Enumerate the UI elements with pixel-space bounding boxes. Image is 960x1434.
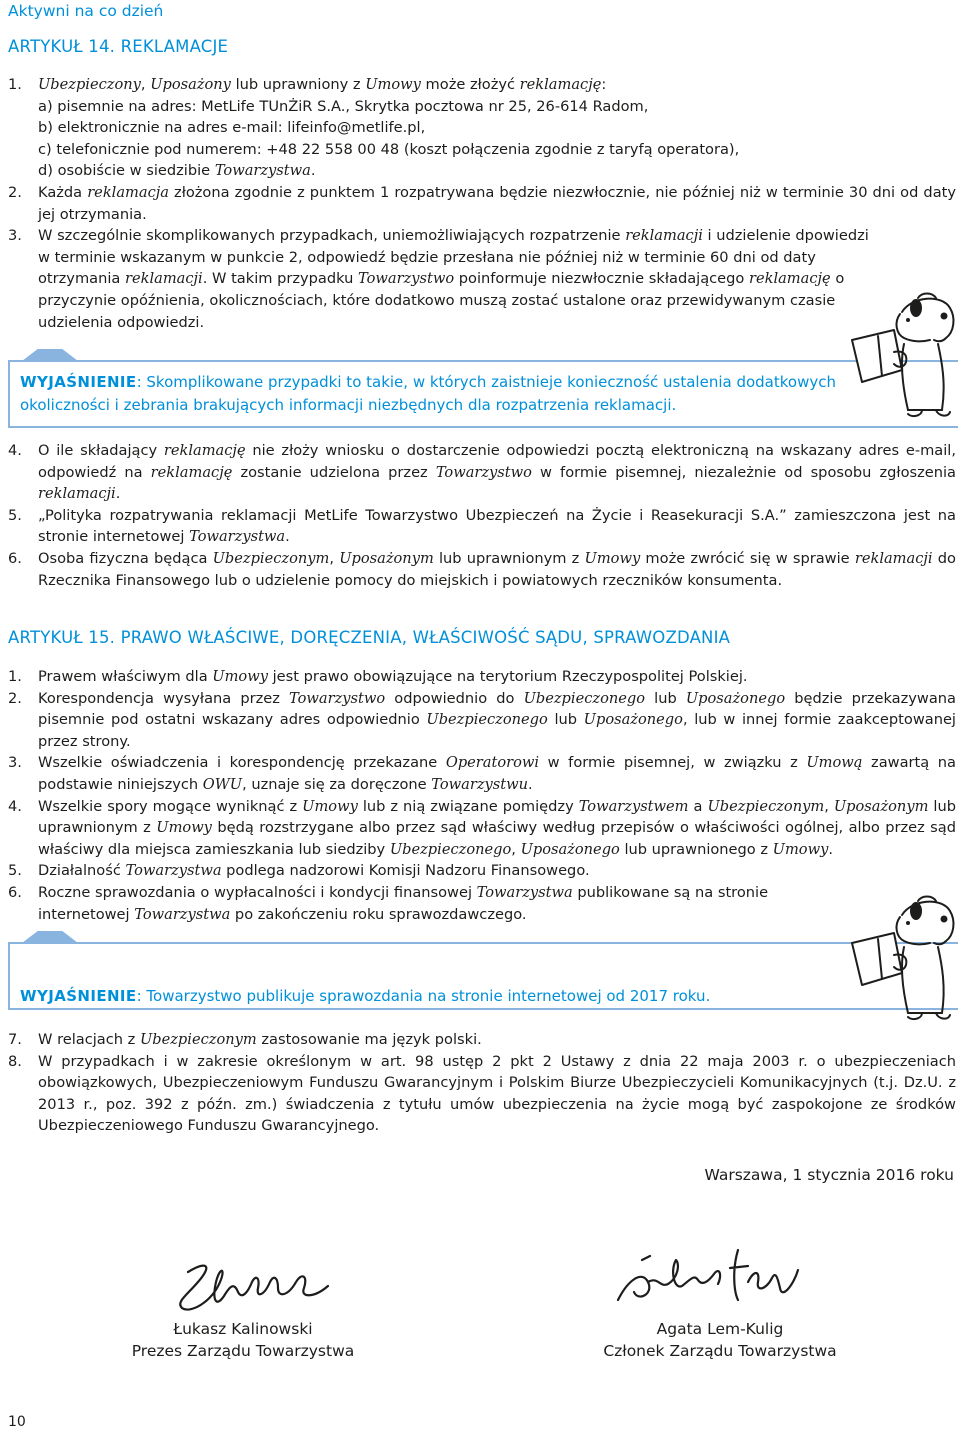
signature-lem-kulig (598, 1240, 818, 1320)
text-run: Roczne sprawozdania o wypłacalności i kondycji finansowej (38, 883, 477, 901)
defined-term: Umowy (156, 819, 212, 837)
list-item (8, 160, 956, 182)
text-run: poinformuje niezwłocznie składającego (454, 270, 749, 288)
place-and-date: Warszawa, 1 stycznia 2016 roku (704, 1166, 954, 1184)
signatory-name: Agata Lem-Kulig (656, 1320, 784, 1338)
item-number: 5. (8, 506, 22, 524)
explanation-top-rule (8, 942, 958, 944)
text-run: zastosowanie ma język polski. (256, 1031, 482, 1048)
text-run: będzie przekazywana pisemnie pod ostatni wskazany adres odpowiednio (38, 689, 956, 729)
defined-term: Towarzystwa (214, 162, 311, 180)
signature-kalinowski (168, 1252, 338, 1322)
text-run: o przyczynie opóźnienia, okolicznościach, które dodatkowo muszą zostać ustalone oraz przewidywanym czasie udzielenia odpowiedzi. (38, 270, 845, 331)
item-text (38, 1051, 956, 1137)
list-item (8, 117, 956, 139)
defined-term: reklamacji (854, 549, 933, 567)
text-run: . (528, 775, 533, 793)
explanation-text: : Towarzystwo publikuje sprawozdania na stronie internetowej od 2017 roku. (136, 987, 711, 1005)
item-text (38, 505, 956, 548)
item-number: 7. (8, 1031, 22, 1048)
item-text (38, 752, 956, 795)
explanation-label: WYJAŚNIENIE (20, 987, 137, 1005)
list-item (8, 666, 956, 688)
item-text (38, 182, 956, 225)
item-text (38, 74, 956, 96)
item-number: 1. (8, 668, 22, 685)
text-run: . (828, 840, 833, 858)
explanation-box (20, 985, 840, 1008)
text-run: , (511, 840, 521, 858)
defined-term: Towarzystwa (134, 905, 231, 923)
text-run: , lub w innej formie zaakceptowanej przez strony. (38, 711, 956, 750)
snoopy-reading-icon (842, 292, 960, 420)
item-number: 6. (8, 883, 22, 901)
text-run: W szczególnie skomplikowanych przypadkach, uniemożliwiających rozpatrzenie (38, 227, 626, 245)
list-item (8, 139, 956, 161)
list-item (8, 688, 956, 753)
text-run: może zwrócić się w sprawie (640, 549, 855, 567)
text-run: złożona zgodnie z punktem 1 rozpatrywana będzie niezwłocznie, nie później niż w terminie 30 dni od daty jej otrzymania. (38, 183, 956, 223)
defined-term: Towarzystwa (189, 528, 286, 546)
defined-term: reklamacji (125, 270, 203, 288)
defined-term: Towarzystwu (431, 775, 529, 793)
defined-term: Uposażonego (520, 840, 620, 858)
text-run: , (824, 797, 834, 815)
article-14-list (8, 74, 956, 333)
defined-term: Uposażonym (833, 797, 929, 815)
text-run: zostanie udzielona przez (232, 463, 436, 481)
defined-term: Uposażonego (685, 689, 786, 707)
text-run: Osoba fizyczna będąca (38, 549, 213, 567)
text-run: i udzielenie dpowiedzi w terminie wskazanym w punkcie 2, odpowiedź będzie przesłana nie później niż w terminie 60 dni od daty otrzymania (38, 227, 869, 288)
item-text (38, 860, 956, 882)
defined-term: Towarzystwo (289, 689, 386, 707)
item-text (38, 139, 956, 161)
item-text (38, 666, 956, 688)
list-item (8, 1029, 956, 1051)
defined-term: reklamację (163, 442, 246, 459)
item-number: 4. (8, 797, 22, 815)
text-run: będą rozstrzygane albo przez sąd właściwy według przepisów o właściwości ogólnej, albo przez sąd właściwy dla miejsca zamieszkania lub siedziby (38, 819, 956, 858)
text-run: lub uprawniony z (230, 76, 366, 93)
text-run: W relacjach z (38, 1031, 140, 1048)
text-run: . (115, 485, 121, 503)
snoopy-reading-icon (842, 895, 960, 1023)
text-run: lub uprawnionego z (619, 840, 773, 858)
explanation-left-rule (8, 360, 10, 426)
item-text (38, 117, 956, 139)
defined-term: Towarzystwo (358, 270, 455, 288)
text-run: , uznaje się za doręczone (242, 775, 432, 793)
defined-term: Ubezpieczonego (389, 840, 512, 858)
list-item (8, 860, 956, 882)
text-run: , (140, 76, 151, 93)
article-14-heading: ARTYKUŁ 14. REKLAMACJE (8, 37, 229, 56)
item-text (38, 688, 956, 753)
item-number: 8. (8, 1052, 22, 1070)
item-number: 3. (8, 227, 22, 245)
item-text (38, 440, 956, 505)
article-15-heading: ARTYKUŁ 15. PRAWO WŁAŚCIWE, DORĘCZENIA, WŁAŚCIWOŚĆ SĄDU, SPRAWOZDANIA (8, 628, 731, 647)
item-number: 1. (8, 76, 22, 93)
explanation-bottom-rule (8, 426, 958, 428)
text-run: lub (645, 689, 686, 707)
text-run: d) osobiście w siedzibie (38, 162, 215, 180)
text-run: w formie pisemnej, w związku z (539, 754, 807, 772)
item-number: 2. (8, 183, 22, 201)
defined-term: reklamację (748, 270, 831, 288)
defined-term: OWU (202, 775, 243, 793)
list-item (8, 440, 956, 505)
text-run: nie złoży wniosku o dostarczenie odpowiedzi pocztą elektroniczną na wskazany adres e-mail, odpowiedź na (38, 442, 956, 481)
defined-term: Umowy (212, 668, 268, 685)
defined-term: Operatorowi (445, 754, 540, 772)
text-run: po zakończeniu roku sprawozdawczego. (230, 905, 527, 923)
text-run: Każda (38, 183, 88, 201)
list-item (8, 1051, 956, 1137)
item-number: 5. (8, 862, 22, 880)
item-text (38, 796, 956, 861)
item-number: 6. (8, 549, 22, 567)
defined-term: Towarzystwo (435, 463, 532, 481)
text-run: odpowiednio do (385, 689, 524, 707)
explanation-box (20, 371, 840, 417)
text-run: Korespondencja wysyłana przez (38, 689, 290, 707)
text-run: lub (547, 711, 584, 729)
item-number: 3. (8, 754, 22, 772)
defined-term: Umowy (772, 840, 829, 858)
defined-term: Umowy (365, 76, 421, 93)
text-run: lub uprawnionym z (38, 797, 956, 837)
item-text (38, 882, 838, 925)
defined-term: Towarzystwa (476, 883, 573, 901)
defined-term: reklamacji (625, 227, 703, 245)
defined-term: Ubezpieczonym (139, 1031, 257, 1048)
text-run: . (310, 162, 316, 180)
text-run: O ile składający (38, 442, 164, 459)
article-15-list-continued (8, 1029, 956, 1137)
text-run: lub uprawnionym z (433, 549, 585, 567)
defined-term: reklamację (519, 76, 602, 93)
article-14-list-continued (8, 440, 956, 591)
explanation-bottom-rule (8, 1008, 958, 1010)
page-number: 10 (8, 1414, 26, 1430)
item-text (38, 1029, 956, 1051)
text-run: Wszelkie oświadczenia i korespondencję przekazane (38, 754, 446, 772)
text-run: może złożyć (420, 76, 520, 93)
list-item (8, 882, 838, 925)
item-number: 4. (8, 442, 22, 459)
text-run: . W takim przypadku (202, 270, 359, 288)
defined-term: Ubezpieczony (38, 76, 141, 93)
explanation-text: : Skomplikowane przypadki to takie, w których zaistnieje konieczność ustalenia dodatkowych okoliczności i zebrania brakujących informacji niezbędnych dla rozpatrzenia reklamacji. (20, 373, 836, 414)
signatory-right (590, 1318, 850, 1362)
defined-term: reklamacja (87, 183, 169, 201)
explanation-top-rule (8, 360, 958, 362)
text-run: lub z nią związane pomiędzy (357, 797, 579, 815)
defined-term: reklamację (150, 463, 233, 481)
defined-term: Uposażony (150, 76, 231, 93)
defined-term: Umową (806, 754, 863, 772)
signatory-role: Prezes Zarządu Towarzystwa (131, 1342, 355, 1360)
text-run: a (688, 797, 708, 815)
header-note: Aktywni na co dzień (8, 2, 164, 20)
defined-term: Ubezpieczonego (523, 689, 646, 707)
text-run: . (285, 528, 290, 546)
text-run: c) telefonicznie pod numerem: +48 22 558 00 48 (koszt połączenia zgodnie z taryfą operatora), (38, 140, 740, 158)
defined-term: Ubezpieczonym (212, 549, 330, 567)
text-run: Prawem właściwym dla (38, 668, 213, 685)
text-run: do Rzecznika Finansowego lub o udzielenie pomocy do miejskich i powiatowych rzeczników konsumenta. (38, 549, 956, 589)
list-item (8, 96, 956, 118)
list-item (8, 182, 956, 225)
explanation-left-rule (8, 942, 10, 1008)
text-run: publikowane są na stronie internetowej (38, 883, 769, 923)
item-number: 2. (8, 689, 22, 707)
signatory-role: Członek Zarządu Towarzystwa (603, 1342, 837, 1360)
text-run: b) elektronicznie na adres e-mail: lifeinfo@metlife.pl, (38, 119, 426, 137)
defined-term: Umowy (584, 549, 641, 567)
defined-term: Ubezpieczonego (426, 711, 548, 729)
defined-term: reklamacji (38, 485, 116, 503)
item-text (38, 160, 956, 182)
item-text (38, 225, 876, 333)
text-run: zawartą na podstawie niniejszych (38, 754, 956, 793)
list-item (8, 796, 956, 861)
item-text (38, 548, 956, 591)
text-run: Działalność (38, 862, 126, 880)
item-text (38, 96, 956, 118)
text-run: W przypadkach i w zakresie określonym w art. 98 ustęp 2 pkt 2 Ustawy z dnia 22 maja 2003 r. o ubezpieczeniach obowiązkowych, Ubezpieczeniowym Funduszu Gwarancyjnym i Polskim Biurze Ubezpieczycieli Komunikacyjnych (t.j. Dz.U. z 2013 r., poz. 392 z późn. zm.) świadczenia z tytułu umów ubezpieczenia na życie mogą być zaspokojone ze środków Ubezpieczeniowego Funduszu Gwarancyjnego. (38, 1052, 956, 1135)
defined-term: Uposażonego (583, 711, 683, 729)
signatory-left (118, 1318, 368, 1362)
text-run: a) pisemnie na adres: MetLife TUnŻiR S.A., Skrytka pocztowa nr 25, 26-614 Radom, (38, 97, 649, 115)
defined-term: Umowy (302, 797, 358, 815)
text-run: podlega nadzorowi Komisji Nadzoru Finansowego. (221, 862, 590, 880)
explanation-label: WYJAŚNIENIE (20, 373, 137, 391)
text-run: : (601, 76, 607, 93)
list-item (8, 548, 956, 591)
signatory-name: Łukasz Kalinowski (173, 1320, 313, 1338)
list-item (8, 752, 956, 795)
defined-term: Towarzystwem (578, 797, 689, 815)
text-run: Wszelkie spory mogące wyniknąć z (38, 797, 303, 815)
defined-term: Uposażonym (339, 549, 434, 567)
text-run: „Polityka rozpatrywania reklamacji MetLife Towarzystwo Ubezpieczeń na Życie i Reasekuracji S.A.” zamieszczona jest na stronie internetowej (38, 506, 956, 546)
list-item (8, 74, 956, 96)
text-run: jest prawo obowiązujące na terytorium Rzeczypospolitej Polskiej. (267, 668, 748, 685)
list-item (8, 225, 876, 333)
defined-term: Ubezpieczonym (707, 797, 825, 815)
text-run: , (329, 549, 340, 567)
defined-term: Towarzystwa (125, 862, 222, 880)
article-15-list (8, 666, 956, 925)
text-run: w formie pisemnej, niezależnie od sposobu zgłoszenia (531, 463, 956, 481)
list-item (8, 505, 956, 548)
